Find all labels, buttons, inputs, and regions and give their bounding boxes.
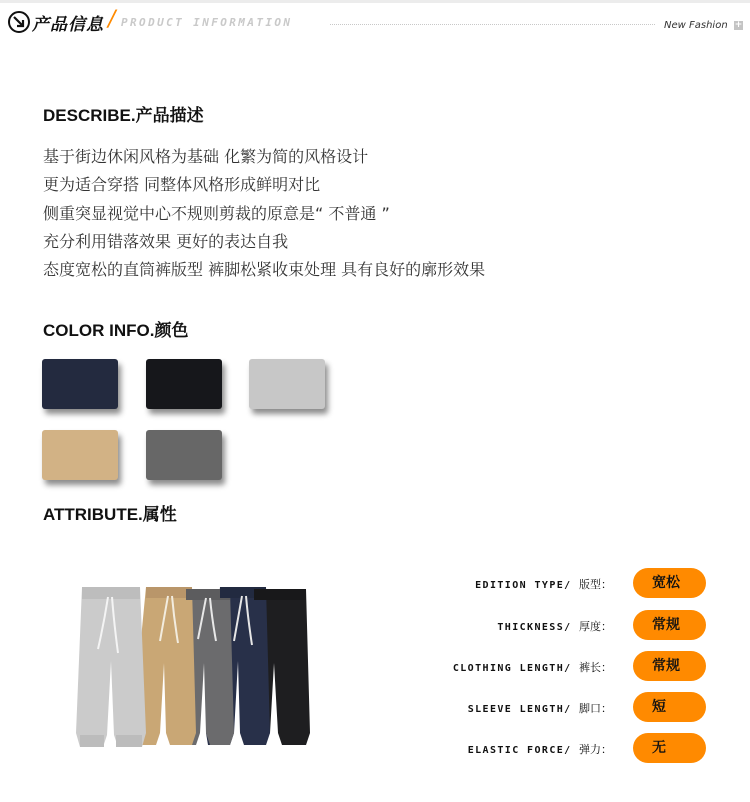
describe-line: 充分利用错落效果 更好的表达自我 xyxy=(43,231,289,251)
color-swatch-khaki[interactable] xyxy=(42,430,118,480)
plus-icon[interactable]: + xyxy=(734,20,743,30)
color-heading: COLOR INFO.颜色 xyxy=(43,321,189,340)
attr-value-badge: 无 xyxy=(633,733,706,763)
header-title: 产品信息 xyxy=(32,15,104,35)
section-header xyxy=(0,8,750,38)
attr-value-badge: 短 xyxy=(633,692,706,722)
describe-line: 态度宽松的直筒裤版型 裤脚松紧收束处理 具有良好的廓形效果 xyxy=(43,260,486,280)
attr-value-badge: 宽松 xyxy=(633,568,706,598)
attribute-heading: ATTRIBUTE.属性 xyxy=(43,505,177,524)
attr-row-elastic-force xyxy=(440,733,710,763)
product-pants-image xyxy=(74,583,316,753)
describe-line: 基于街边休闲风格为基础 化繁为简的风格设计 xyxy=(43,147,369,166)
dotted-divider xyxy=(330,24,655,25)
arrow-icon xyxy=(8,11,30,33)
describe-text xyxy=(43,143,485,284)
describe-heading: DESCRIBE.产品描述 xyxy=(43,106,204,125)
attr-label: CLOTHING LENGTH/ 裤长： xyxy=(452,661,612,674)
describe-line: 更为适合穿搭 同整体风格形成鲜明对比 xyxy=(43,175,321,195)
fashion-label: New Fashion xyxy=(664,20,728,31)
attr-label: SLEEVE LENGTH/ 脚口： xyxy=(467,702,612,715)
color-swatch-navy[interactable] xyxy=(42,359,118,409)
attr-label: ELASTIC FORCE/ 弹力： xyxy=(467,743,612,756)
color-swatch-light-gray[interactable] xyxy=(249,359,325,409)
describe-line: 侧重突显视觉中心不规则剪裁的原意是“ 不普通 ” xyxy=(43,203,390,223)
attr-label: EDITION TYPE/ 版型： xyxy=(475,578,612,591)
attr-row-edition-type xyxy=(440,568,710,598)
attr-value-badge: 常规 xyxy=(633,651,706,681)
top-border xyxy=(0,0,750,3)
attr-value-badge: 常规 xyxy=(633,610,706,640)
attr-label: THICKNESS/ 厚度： xyxy=(497,620,612,633)
color-swatch-black[interactable] xyxy=(146,359,222,409)
attr-row-sleeve-length xyxy=(440,692,710,722)
attr-row-clothing-length xyxy=(440,651,710,681)
header-slash: / xyxy=(108,7,116,32)
color-swatch-dark-gray[interactable] xyxy=(146,430,222,480)
header-subtitle: PRODUCT INFORMATION xyxy=(121,16,293,29)
attr-row-thickness xyxy=(440,610,710,640)
